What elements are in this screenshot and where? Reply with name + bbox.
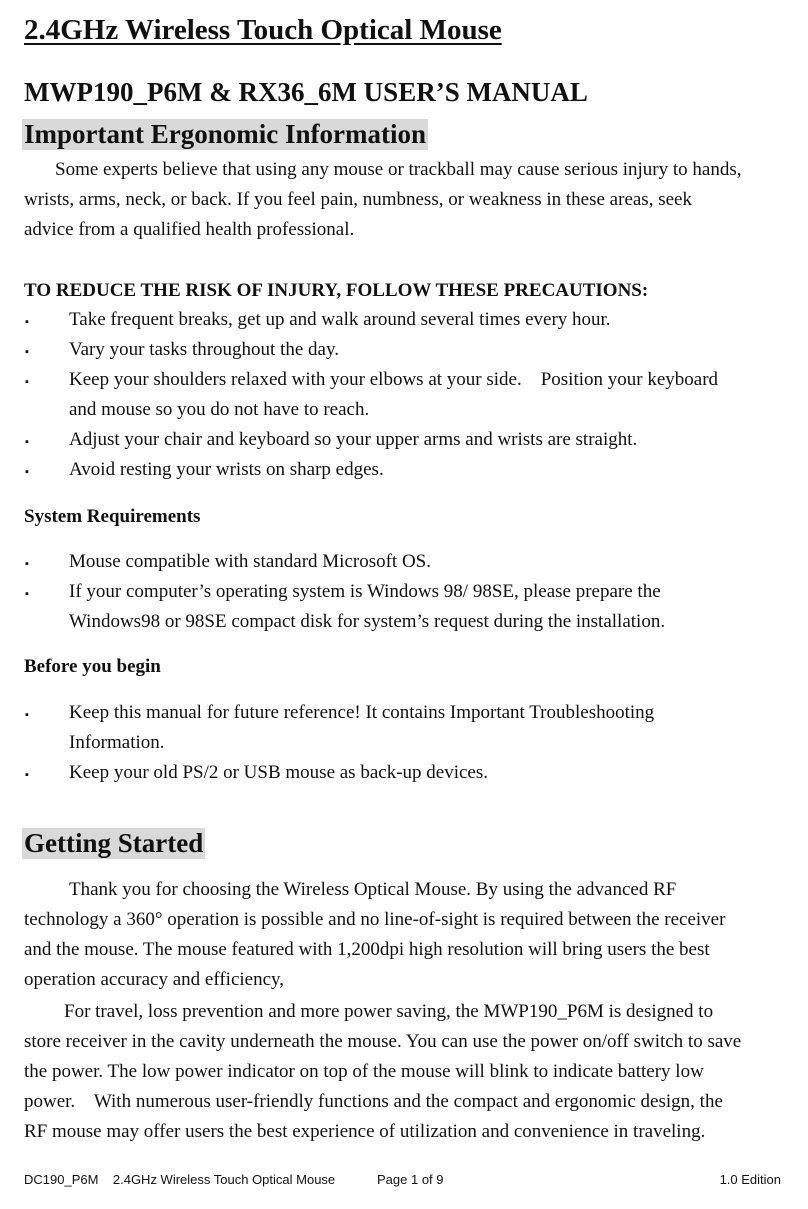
requirement-item-continued: Windows98 or 98SE compact disk for system’s request during the installation.: [69, 611, 666, 632]
getting-started-para1-line: and the mouse. The mouse featured with 1,200dpi high resolution will bring users the best: [24, 939, 710, 960]
bullet-marker: ▪: [25, 376, 29, 388]
getting-started-para2-line: RF mouse may offer users the best experience of utilization and convenience in traveling.: [24, 1121, 706, 1142]
ergonomic-line-1: Some experts believe that using any mouse or trackball may cause serious injury to hands,: [55, 159, 742, 180]
manual-subtitle: MWP190_P6M & RX36_6M USER’S MANUAL: [24, 77, 588, 107]
bullet-marker: ▪: [25, 466, 29, 478]
getting-started-para1-line: Thank you for choosing the Wireless Optical Mouse. By using the advanced RF: [69, 879, 677, 900]
getting-started-para1-line: operation accuracy and efficiency,: [24, 969, 285, 990]
bullet-marker: ▪: [25, 346, 29, 358]
requirement-item: If your computer’s operating system is Windows 98/ 98SE, please prepare the: [69, 581, 661, 602]
getting-started-para2-line: power. With numerous user-friendly functions and the compact and ergonomic design, the: [24, 1091, 723, 1112]
getting-started-para2-line: For travel, loss prevention and more power saving, the MWP190_P6M is designed to: [64, 1001, 714, 1022]
precautions-heading: TO REDUCE THE RISK OF INJURY, FOLLOW THESE PRECAUTIONS:: [24, 280, 649, 301]
bullet-marker: ▪: [25, 769, 29, 781]
getting-started-para1-line: technology a 360° operation is possible and no line-of-sight is required between the receiver: [24, 909, 726, 930]
requirement-item: Mouse compatible with standard Microsoft OS.: [69, 551, 432, 572]
before-you-begin-heading: Before you begin: [24, 656, 161, 677]
precaution-item-continued: and mouse so you do not have to reach.: [69, 399, 370, 420]
getting-started-para2-line: the power. The low power indicator on top of the mouse will blink to indicate battery low: [24, 1061, 704, 1082]
precaution-item: Vary your tasks throughout the day.: [69, 339, 339, 360]
bullet-marker: ▪: [25, 709, 29, 721]
document-title: 2.4GHz Wireless Touch Optical Mouse: [24, 14, 502, 46]
before-item: Keep your old PS/2 or USB mouse as back-up devices.: [69, 762, 488, 783]
footer-doc-id: DC190_P6M 2.4GHz Wireless Touch Optical Mouse: [24, 1172, 336, 1187]
bullet-marker: ▪: [25, 558, 29, 570]
footer-edition: 1.0 Edition: [719, 1172, 781, 1187]
precaution-item: Avoid resting your wrists on sharp edges.: [69, 459, 384, 480]
before-item: Keep this manual for future reference! It contains Important Troubleshooting: [69, 702, 655, 723]
ergonomic-heading: Important Ergonomic Information: [24, 119, 426, 149]
getting-started-para2-line: store receiver in the cavity underneath the mouse. You can use the power on/off switch to save: [24, 1031, 742, 1052]
ergonomic-line-2: wrists, arms, neck, or back. If you feel pain, numbness, or weakness in these areas, seek: [24, 189, 692, 210]
footer-page-number: Page 1 of 9: [377, 1172, 444, 1187]
bullet-marker: ▪: [25, 588, 29, 600]
precaution-item: Adjust your chair and keyboard so your upper arms and wrists are straight.: [69, 429, 638, 450]
precaution-item: Take frequent breaks, get up and walk around several times every hour.: [69, 309, 611, 330]
bullet-marker: ▪: [25, 436, 29, 448]
before-item-continued: Information.: [69, 732, 165, 753]
bullet-marker: ▪: [25, 316, 29, 328]
system-requirements-heading: System Requirements: [24, 506, 201, 527]
ergonomic-line-3: advice from a qualified health professional.: [24, 219, 355, 240]
getting-started-heading: Getting Started: [24, 828, 204, 858]
precaution-item: Keep your shoulders relaxed with your elbows at your side. Position your keyboard: [69, 369, 719, 390]
